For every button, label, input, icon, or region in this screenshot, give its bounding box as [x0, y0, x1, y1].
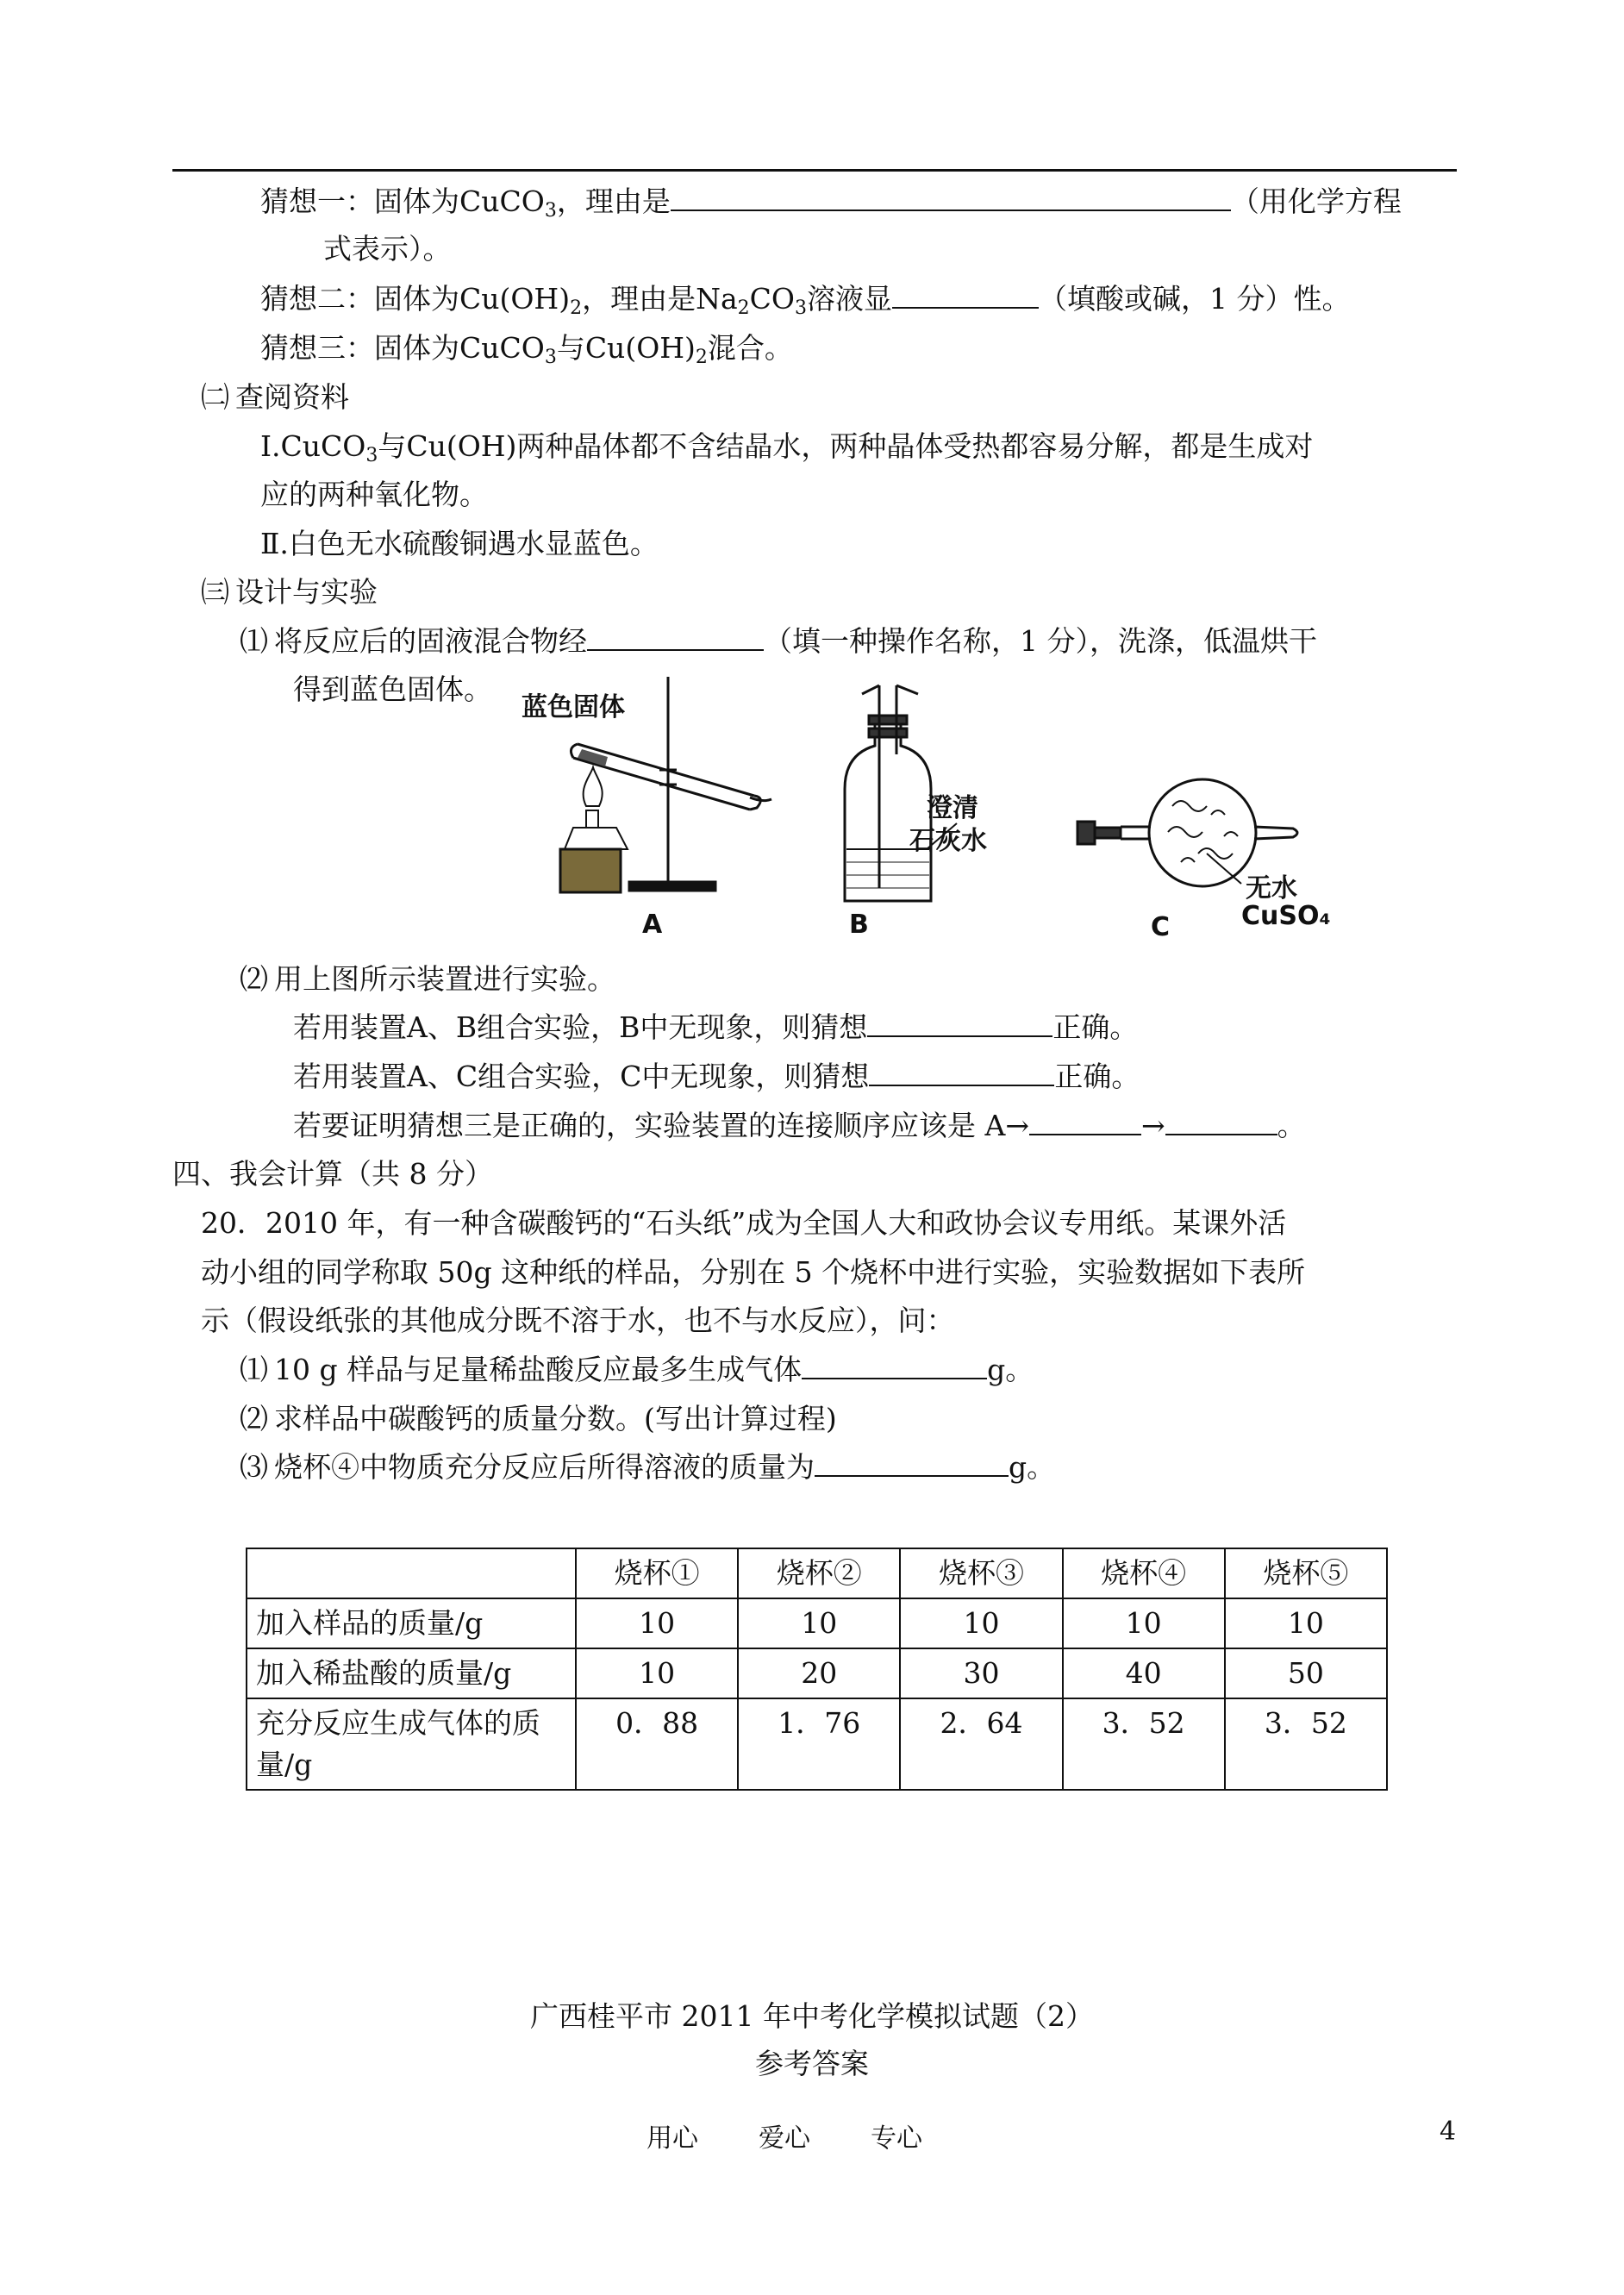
info-2-line: Ⅱ.白色无水硫酸铜遇水显蓝色。 — [260, 527, 659, 560]
step-number: ⑶ — [240, 1450, 268, 1484]
table-row — [247, 1698, 1387, 1790]
table-cell: 10 — [576, 1598, 738, 1648]
table-header-cell: 烧杯⑤ — [1225, 1548, 1387, 1598]
line-ab — [293, 1007, 1138, 1048]
table-header-row — [247, 1548, 1387, 1598]
table-row — [247, 1648, 1387, 1698]
footer-motto-3: 专心 — [871, 2123, 922, 2154]
label-limewater-2: 石灰水 — [909, 826, 987, 856]
text: 将反应后的固液混合物经 — [274, 624, 587, 658]
guess-1-reason: ，理由是 — [556, 184, 671, 218]
sub: 3 — [544, 347, 557, 368]
label-limewater-1: 澄清 — [927, 793, 978, 823]
section-3-heading — [201, 572, 378, 613]
table-cell: 10 — [900, 1598, 1062, 1648]
guess-1-tail: （用化学方程 — [1230, 184, 1402, 218]
row-label: 加入稀盐酸的质量/g — [247, 1648, 576, 1698]
row-label: 加入样品的质量/g — [247, 1598, 576, 1648]
part-4-heading: 四、我会计算（共 8 分） — [172, 1157, 493, 1191]
line-ac — [293, 1056, 1140, 1097]
footer-motto-2: 爱心 — [759, 2123, 810, 2154]
step-2-line — [240, 959, 615, 1000]
sub: 3 — [794, 297, 807, 319]
table-header-cell: 烧杯② — [738, 1548, 900, 1598]
caption-a: A — [642, 910, 663, 940]
text: g。 — [1009, 1450, 1056, 1484]
page-number: 4 — [1440, 2117, 1457, 2147]
data-table — [246, 1548, 1388, 1791]
table-cell: 10 — [1063, 1598, 1225, 1648]
answer-blank[interactable] — [869, 1057, 1054, 1086]
text: 用上图所示装置进行实验。 — [274, 962, 615, 996]
answer-title: 广西桂平市 2011 年中考化学模拟试题（2） — [530, 1999, 1094, 2033]
text: ，理由是Na — [582, 282, 738, 316]
text: CO — [749, 282, 795, 316]
q20-2-line — [240, 1398, 837, 1440]
guess-3-line — [260, 328, 793, 369]
text: 若用装置A、B组合实验，B中无现象，则猜想 — [293, 1010, 868, 1044]
table-cell: 40 — [1063, 1648, 1225, 1698]
step-number: ⑵ — [240, 962, 268, 996]
text: 与Cu(OH)两种晶体都不含结晶水，两种晶体受热都容易分解，都是生成对 — [378, 429, 1314, 463]
sub: 3 — [544, 200, 557, 222]
q20-1-line — [240, 1349, 1034, 1391]
table-header-cell — [247, 1548, 576, 1598]
text: 烧杯④中物质充分反应后所得溶液的质量为 — [274, 1450, 815, 1484]
table-header-cell: 烧杯④ — [1063, 1548, 1225, 1598]
step-number: ⑴ — [240, 1353, 268, 1386]
section-number: ㈢ — [201, 575, 229, 609]
text: 溶液显 — [806, 282, 892, 316]
text: g。 — [987, 1353, 1034, 1386]
top-rule — [172, 169, 1457, 172]
guess-1-text: 猜想一：固体为CuCO — [260, 184, 545, 218]
table-header-cell: 烧杯① — [576, 1548, 738, 1598]
text: 。 — [1277, 1109, 1306, 1142]
text: 求样品中碳酸钙的质量分数。(写出计算过程) — [274, 1402, 837, 1435]
label-blue-solid: 蓝色固体 — [522, 692, 625, 722]
answer-subtitle: 参考答案 — [755, 2047, 869, 2080]
table-cell: 10 — [576, 1648, 738, 1698]
line-order — [293, 1105, 1306, 1147]
text: 与Cu(OH) — [556, 331, 696, 365]
table-header-cell: 烧杯③ — [900, 1548, 1062, 1598]
text: 正确。 — [1054, 1060, 1140, 1093]
sub: 2 — [737, 297, 750, 319]
step-number: ⑵ — [240, 1402, 268, 1435]
info-1-cont: 应的两种氧化物。 — [260, 478, 488, 511]
table-cell: 10 — [1225, 1598, 1387, 1648]
table-row — [247, 1598, 1387, 1648]
caption-b: B — [849, 910, 869, 940]
text: （填一种操作名称，1 分），洗涤，低温烘干 — [764, 624, 1317, 658]
section-2-heading — [201, 377, 349, 418]
table-cell: 50 — [1225, 1648, 1387, 1698]
q20-line-3: 示（假设纸张的其他成分既不溶于水，也不与水反应），问： — [201, 1304, 955, 1337]
text: Ⅰ.CuCO — [260, 429, 366, 463]
q20-line-1: 20．2010 年，有一种含碳酸钙的“石头纸”成为全国人大和政协会议专用纸。某课外活 — [201, 1206, 1287, 1240]
table-cell: 30 — [900, 1648, 1062, 1698]
section-title: 设计与实验 — [235, 575, 378, 609]
guess-2-line — [260, 278, 1350, 320]
answer-blank[interactable] — [671, 182, 1231, 211]
q20-line-2: 动小组的同学称取 50g 这种纸的样品，分别在 5 个烧杯中进行实验，实验数据如下表所 — [201, 1255, 1306, 1289]
answer-blank[interactable] — [1165, 1106, 1277, 1135]
answer-blank[interactable] — [587, 622, 764, 651]
answer-blank[interactable] — [867, 1008, 1052, 1037]
row-label: 充分反应生成气体的质量/g — [247, 1698, 576, 1790]
text: → — [1140, 1109, 1165, 1142]
section-title: 查阅资料 — [235, 380, 349, 414]
step-1-cont: 得到蓝色固体。 — [293, 672, 492, 706]
table-cell: 2．64 — [900, 1698, 1062, 1790]
step-number: ⑴ — [240, 624, 268, 658]
label-anhydrous: 无水 — [1246, 873, 1297, 904]
sub: 2 — [570, 297, 583, 319]
section-number: ㈡ — [201, 380, 229, 414]
info-1-line — [260, 426, 1313, 467]
table-cell: 0．88 — [576, 1698, 738, 1790]
table-cell: 10 — [738, 1598, 900, 1648]
text: （填酸或碱，1 分）性。 — [1038, 282, 1351, 316]
answer-blank[interactable] — [802, 1350, 987, 1379]
table-cell: 20 — [738, 1648, 900, 1698]
caption-c: C — [1151, 912, 1171, 942]
sub: 2 — [695, 347, 708, 368]
table-cell: 1．76 — [738, 1698, 900, 1790]
text: 若要证明猜想三是正确的，实验装置的连接顺序应该是 A→ — [293, 1109, 1029, 1142]
sub: 3 — [365, 445, 378, 466]
table-cell: 3．52 — [1225, 1698, 1387, 1790]
guess-1-line — [260, 181, 1402, 222]
label-cuso4: CuSO₄ — [1241, 901, 1331, 931]
step-1-line — [240, 621, 1317, 662]
answer-blank[interactable] — [892, 279, 1039, 309]
footer-motto-1: 用心 — [646, 2123, 698, 2154]
text: 猜想三：固体为CuCO — [260, 331, 545, 365]
text: 混合。 — [707, 331, 793, 365]
text: 正确。 — [1052, 1010, 1139, 1044]
q20-3-line — [240, 1447, 1055, 1488]
table-cell: 3．52 — [1063, 1698, 1225, 1790]
guess-1-cont: 式表示）。 — [323, 232, 452, 266]
text: 10 g 样品与足量稀盐酸反应最多生成气体 — [274, 1353, 803, 1386]
text: 若用装置A、C组合实验，C中无现象，则猜想 — [293, 1060, 870, 1093]
answer-blank[interactable] — [1029, 1106, 1141, 1135]
answer-blank[interactable] — [815, 1448, 1009, 1477]
text: 猜想二：固体为Cu(OH) — [260, 282, 571, 316]
